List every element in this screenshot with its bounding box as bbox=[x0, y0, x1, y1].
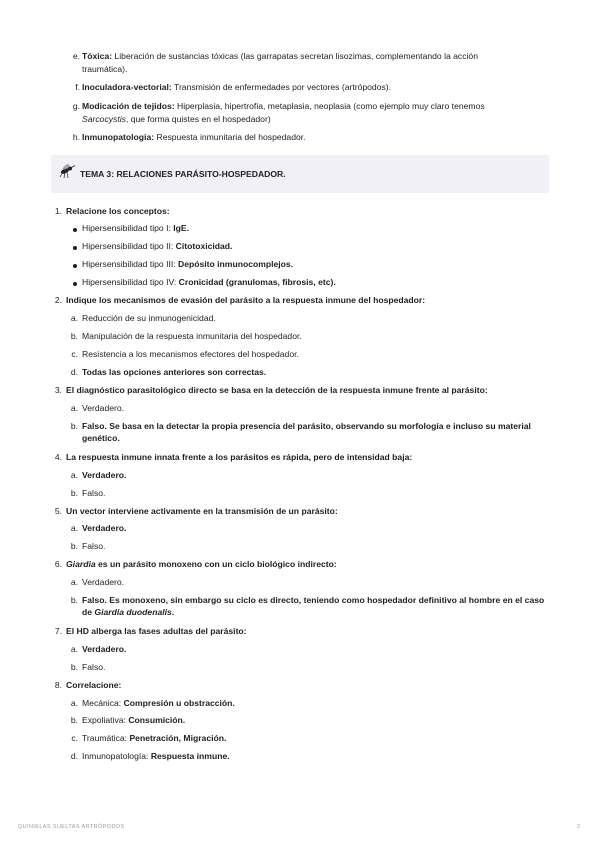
q8-b-label: Expoliativa: bbox=[82, 715, 129, 725]
q2-a-marker: a. bbox=[70, 313, 78, 323]
q3-option-b-cont: genético. bbox=[82, 433, 120, 443]
q6-b-italic: Giardia duodenalis bbox=[94, 607, 172, 617]
q6-text bbox=[66, 558, 337, 571]
item-h-text: Respuesta inmunitaria del hospedador. bbox=[154, 132, 306, 142]
q8-b-answer: Consumición. bbox=[128, 715, 186, 725]
q1-item-1 bbox=[82, 222, 189, 235]
q6-option-a: Verdadero. bbox=[82, 577, 125, 587]
item-e-marker: e. bbox=[72, 51, 80, 61]
q7-marker: 7. bbox=[54, 626, 62, 636]
item-e-text: Liberación de sustancias tóxicas (las garrapatas secretan lisozimas, complementando la acción bbox=[112, 51, 478, 61]
q1-item-1-label: Hipersensibilidad tipo I: bbox=[82, 223, 174, 233]
q1-marker: 1. bbox=[54, 206, 62, 216]
q5-a-marker: a. bbox=[70, 523, 78, 533]
q3-option-a: Verdadero. bbox=[82, 403, 125, 413]
q8-b-marker: b. bbox=[70, 715, 78, 725]
q1-bullet-4 bbox=[73, 282, 77, 286]
q8-a-answer: Compresión u obstracción. bbox=[123, 698, 235, 708]
q2-c-marker: c. bbox=[71, 349, 78, 359]
q1-item-4-answer: Cronicidad (granulomas, fibrosis, etc). bbox=[178, 277, 336, 287]
item-f bbox=[82, 81, 391, 94]
item-e bbox=[82, 50, 478, 63]
q2-b-marker: b. bbox=[70, 331, 78, 341]
q8-c-label: Traumática: bbox=[82, 733, 130, 743]
q8-c-answer: Penetración, Migración. bbox=[129, 733, 227, 743]
page-number: 2 bbox=[577, 824, 581, 830]
q1-item-3 bbox=[82, 258, 293, 271]
q8-text: Correlacione: bbox=[66, 680, 122, 690]
q8-d-marker: d. bbox=[70, 751, 78, 761]
item-h-marker: h. bbox=[72, 132, 80, 142]
q8-option-c bbox=[82, 732, 226, 745]
q4-text: La respuesta inmune innata frente a los parásitos es rápida, pero de intensidad baja: bbox=[66, 452, 413, 462]
q8-c-marker: c. bbox=[71, 733, 78, 743]
q6-option-b-cont bbox=[82, 606, 174, 619]
q1-item-2 bbox=[82, 240, 232, 253]
q6-option-b: Falso. Es monoxeno, sin embargo su ciclo es directo, teniendo como hospedador definitivo al hombre en el caso bbox=[82, 595, 545, 605]
item-g-text: Hiperplasia, hipertrofia, metaplasia, neoplasia (como ejemplo muy claro tenemos bbox=[174, 101, 485, 111]
q1-bullet-2 bbox=[73, 246, 77, 250]
q5-b-marker: b. bbox=[70, 541, 78, 551]
q3-a-marker: a. bbox=[70, 403, 78, 413]
q7-a-marker: a. bbox=[70, 644, 78, 654]
q3-text: El diagnóstico parasitológico directo se basa en la detección de la respuesta inmune frente al parásito: bbox=[66, 385, 488, 395]
q1-item-4-label: Hipersensibilidad tipo IV: bbox=[82, 277, 179, 287]
q1-item-3-label: Hipersensibilidad tipo III: bbox=[82, 259, 179, 269]
item-e-term: Tóxica: bbox=[82, 51, 113, 61]
q5-marker: 5. bbox=[54, 506, 62, 516]
q5-option-a: Verdadero. bbox=[82, 523, 127, 533]
item-h-term: Inmunopatología: bbox=[82, 132, 155, 142]
q8-option-d bbox=[82, 750, 230, 763]
q2-option-a: Reducción de su inmunogenicidad. bbox=[82, 313, 216, 323]
q4-option-b: Falso. bbox=[82, 488, 106, 498]
item-g bbox=[82, 100, 485, 113]
item-g-cont-text: , que forma quistes en el hospedador) bbox=[125, 114, 271, 124]
q7-b-marker: b. bbox=[70, 662, 78, 672]
q6-b-marker: b. bbox=[70, 595, 78, 605]
q2-option-c: Resistencia a los mecanismos efectores del hospedador. bbox=[82, 349, 299, 359]
item-f-term: Inoculadora-vectorial: bbox=[82, 82, 172, 92]
q7-option-a: Verdadero. bbox=[82, 644, 127, 654]
item-g-term: Modicación de tejidos: bbox=[82, 101, 175, 111]
q7-option-b: Falso. bbox=[82, 662, 106, 672]
q2-option-b: Manipulación de la respuesta inmunitaria del hospedador. bbox=[82, 331, 302, 341]
item-f-text: Transmisión de enfermedades por vectores (artrópodos). bbox=[171, 82, 392, 92]
q1-item-1-answer: IgE. bbox=[173, 223, 190, 233]
q6-b-suffix: . bbox=[171, 607, 175, 617]
item-g-marker: g. bbox=[72, 101, 80, 111]
footer-title: QUINIELAS SUELTAS ARTRÓPODOS bbox=[18, 824, 125, 830]
q6-rest: es un parásito monoxeno con un ciclo biológico indirecto: bbox=[95, 559, 337, 569]
q2-d-marker: d. bbox=[70, 367, 78, 377]
q3-option-b: Falso. Se basa en la detectar la propia presencia del parásito, observando su morfología e incluso su material bbox=[82, 421, 531, 431]
q4-b-marker: b. bbox=[70, 488, 78, 498]
q1-item-4 bbox=[82, 276, 336, 289]
q6-b-prefix: de bbox=[82, 607, 95, 617]
q1-bullet-3 bbox=[73, 264, 77, 268]
q8-option-a bbox=[82, 697, 235, 710]
q4-a-marker: a. bbox=[70, 470, 78, 480]
q1-text: Relacione los conceptos: bbox=[66, 206, 170, 216]
q1-bullet-1 bbox=[73, 228, 77, 232]
q3-marker: 3. bbox=[54, 385, 62, 395]
mosquito-icon bbox=[58, 162, 76, 180]
q1-item-2-label: Hipersensibilidad tipo II: bbox=[82, 241, 176, 251]
q8-option-b bbox=[82, 714, 185, 727]
topic-title: TEMA 3: RELACIONES PARÁSITO-HOSPEDADOR. bbox=[80, 169, 286, 179]
q5-option-b: Falso. bbox=[82, 541, 106, 551]
item-f-marker: f. bbox=[75, 82, 80, 92]
q4-option-a: Verdadero. bbox=[82, 470, 127, 480]
q8-d-label: Inmunopatología: bbox=[82, 751, 151, 761]
q8-marker: 8. bbox=[54, 680, 62, 690]
q8-a-label: Mecánica: bbox=[82, 698, 124, 708]
item-e-cont: traumática). bbox=[82, 64, 128, 74]
q2-marker: 2. bbox=[54, 295, 62, 305]
q2-text: Indique los mecanismos de evasión del parásito a la respuesta inmune del hospedador: bbox=[66, 295, 426, 305]
q8-a-marker: a. bbox=[70, 698, 78, 708]
q6-a-marker: a. bbox=[70, 577, 78, 587]
item-g-cont bbox=[82, 113, 271, 126]
q1-item-3-answer: Depósito inmunocomplejos. bbox=[178, 259, 294, 269]
q8-d-answer: Respuesta inmune. bbox=[150, 751, 230, 761]
q5-text: Un vector interviene activamente en la transmisión de un parásito: bbox=[66, 506, 338, 516]
q2-option-d: Todas las opciones anteriores son correctas. bbox=[82, 367, 267, 377]
q3-b-marker: b. bbox=[70, 421, 78, 431]
q6-marker: 6. bbox=[54, 559, 62, 569]
q1-item-2-answer: Citotoxicidad. bbox=[175, 241, 233, 251]
q4-marker: 4. bbox=[54, 452, 62, 462]
item-g-italic: Sarcocystis bbox=[82, 114, 126, 124]
q7-text: El HD alberga las fases adultas del parásito: bbox=[66, 626, 247, 636]
item-h bbox=[82, 131, 306, 144]
q6-italic: Giardia bbox=[66, 559, 96, 569]
